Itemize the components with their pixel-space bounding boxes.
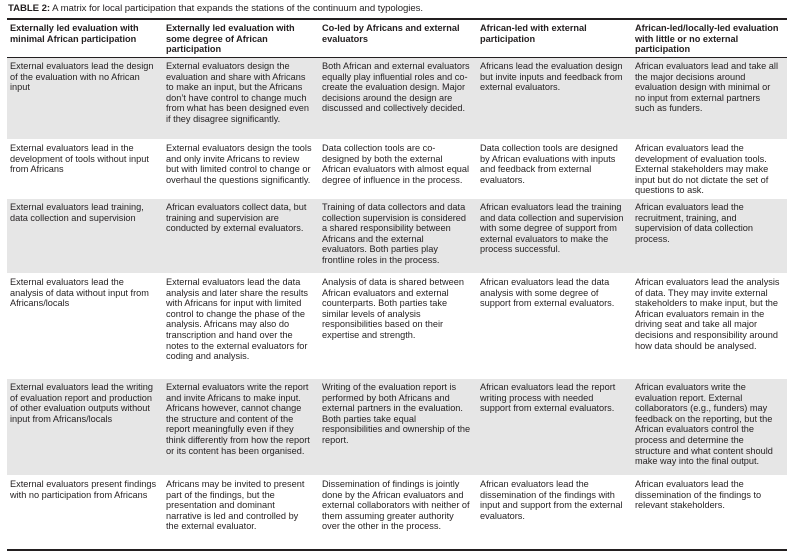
table-row (7, 475, 787, 550)
table-cell: Both African and external evaluators equally play influential roles and co-create the evaluation design. Major decisions around the design are discussed and collectively decided. (319, 58, 477, 140)
column-header: Co-led by Africans and external evaluators (319, 19, 477, 58)
table-cell: African evaluators lead the data analysis with some degree of support from external evaluators. (477, 273, 632, 378)
table-cell: Data collection tools are co-designed by both the external African evaluators with almost equal degree of influence in the process. (319, 140, 477, 199)
table-cell: African evaluators write the evaluation report. External collaborators (e.g., funders) may feedback on the reporting, but the African evaluators control the process and determine the structure and what content should make way into the final output. (632, 378, 787, 475)
table-cell: African evaluators lead the report writing process with needed support from external evaluators. (477, 378, 632, 475)
table-cell: External evaluators design the tools and only invite Africans to review but with limited control to change or overhaul the questions significantly. (163, 140, 319, 199)
table-cell: External evaluators lead training, data collection and supervision (7, 198, 163, 273)
table-cell: African evaluators lead the dissemination of the findings to relevant stakeholders. (632, 475, 787, 550)
table-cell: External evaluators present findings with no participation from Africans (7, 475, 163, 550)
table-caption-text: A matrix for local participation that expands the stations of the continuum and typologies. (50, 3, 424, 14)
column-header: Externally led evaluation with some degree of African participation (163, 19, 319, 58)
participation-matrix-table (7, 18, 787, 551)
table-cell: Training of data collectors and data collection supervision is considered a shared responsibility between Africans and the external evaluators. Both parties play frontline roles in the process. (319, 198, 477, 273)
table-cell: Data collection tools are designed by African evaluations with inputs and feedback from external evaluators. (477, 140, 632, 199)
table-cell: African evaluators collect data, but training and supervision are conducted by external evaluators. (163, 198, 319, 273)
table-row (7, 378, 787, 475)
table-caption-label: TABLE 2: (8, 3, 51, 14)
column-header: Externally led evaluation with minimal African participation (7, 19, 163, 58)
table-cell: Dissemination of findings is jointly done by the African evaluators and external collaborators with neither of them assuming greater authority over the other in the process. (319, 475, 477, 550)
table-header-row (7, 19, 787, 58)
table-cell: External evaluators lead the data analysis and later share the results with Africans for input with limited control to change the phase of the analysis. Africans may also do transcription and hand over the notes to the external evaluators for coding and analysis. (163, 273, 319, 378)
table-row (7, 198, 787, 273)
table-cell: External evaluators lead the analysis of data without input from Africans/locals (7, 273, 163, 378)
table-cell: External evaluators design the evaluation and share with Africans to make an input, but the Africans don’t have control to change much from what has been designed even if they disagree significantly. (163, 58, 319, 140)
table-cell: African evaluators lead the analysis of data. They may invite external stakeholders to make input, but the African evaluators remain in the driving seat and take all major decisions and responsibility around how data should be analysed. (632, 273, 787, 378)
table-cell: African evaluators lead the development of evaluation tools. External stakeholders may make input but do not dictate the set of questions to ask. (632, 140, 787, 199)
table-row (7, 273, 787, 378)
table-cell: Africans lead the evaluation design but invite inputs and feedback from external evaluators. (477, 58, 632, 140)
table-cell: External evaluators lead the writing of evaluation report and production of other evaluation outputs without input from Africans/locals (7, 378, 163, 475)
table-caption (8, 3, 423, 14)
table-cell: African evaluators lead the training and data collection and supervision with some degree of support from external evaluators to make the process successful. (477, 198, 632, 273)
table-cell: Writing of the evaluation report is performed by both Africans and external partners in the evaluation. Both parties take equal responsibilities and ownership of the report. (319, 378, 477, 475)
table-cell: African evaluators lead the dissemination of the findings with input and support from the external evaluators. (477, 475, 632, 550)
table-cell: Analysis of data is shared between African evaluators and external counterparts. Both parties take similar levels of analysis responsibilities based on their expertise and strength. (319, 273, 477, 378)
column-header: African-led with external participation (477, 19, 632, 58)
table-cell: African evaluators lead and take all the major decisions around evaluation design with minimal or no input from external partners such as funders. (632, 58, 787, 140)
table-cell: Africans may be invited to present part of the findings, but the presentation and dominant narrative is led and controlled by the external evaluator. (163, 475, 319, 550)
table-cell: External evaluators write the report and invite Africans to make input. Africans however, cannot change the structure and content of the report meaningfully even if they think differently from how the report or its content has been organised. (163, 378, 319, 475)
table-row (7, 58, 787, 140)
table-cell: External evaluators lead the design of the evaluation with no African input (7, 58, 163, 140)
table-cell: African evaluators lead the recruitment, training, and supervision of data collection process. (632, 198, 787, 273)
column-header: African-led/locally-led evaluation with little or no external participation (632, 19, 787, 58)
table-row (7, 140, 787, 199)
table-cell: External evaluators lead in the development of tools without input from Africans (7, 140, 163, 199)
